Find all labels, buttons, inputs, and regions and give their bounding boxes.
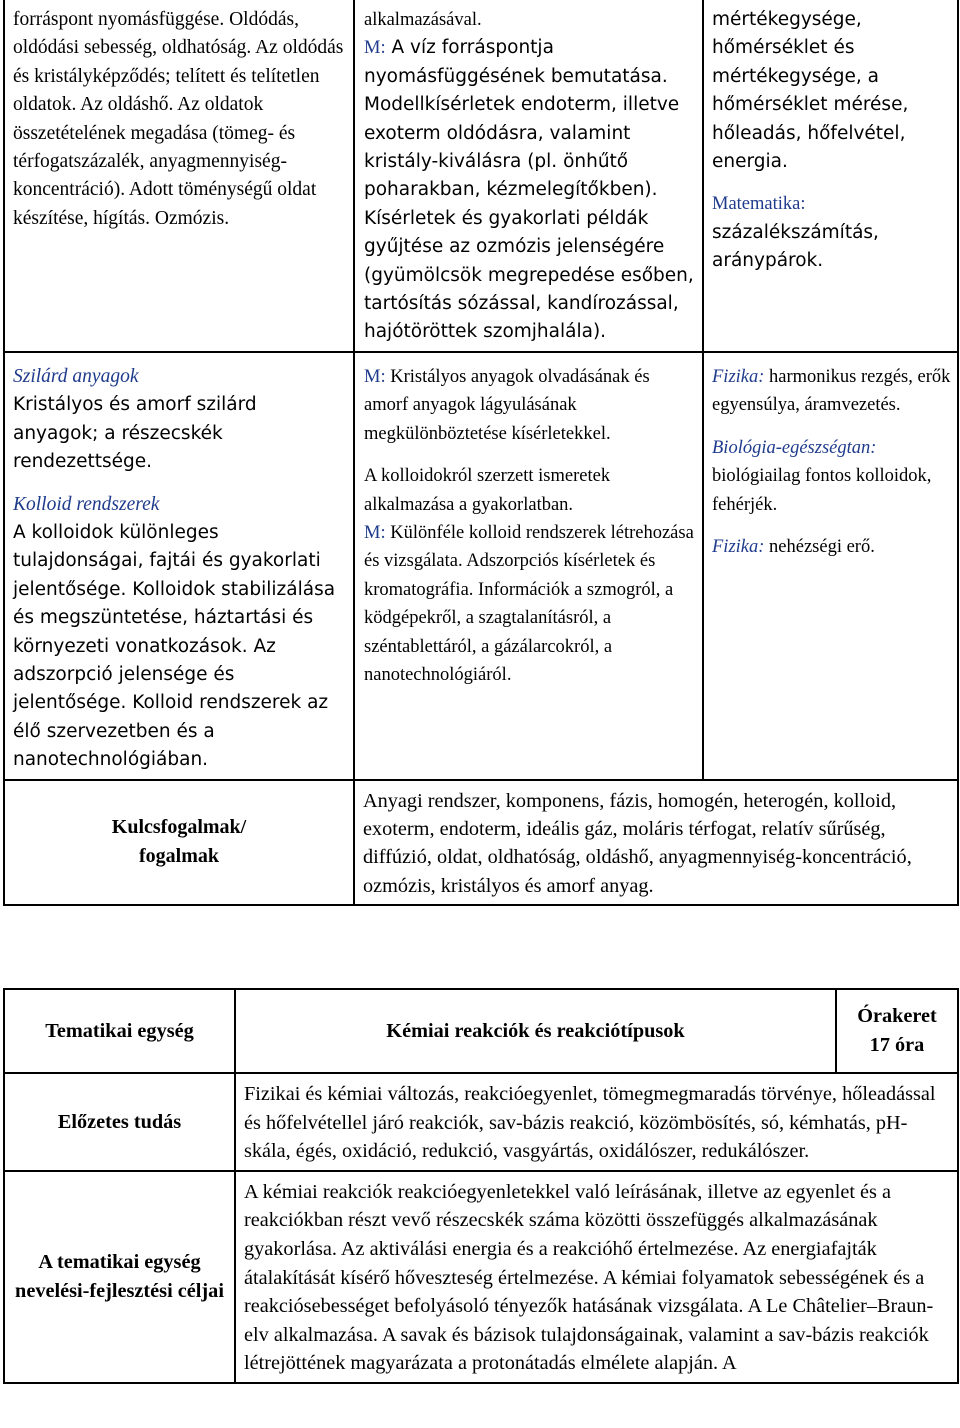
- m-marker: M:: [364, 38, 386, 59]
- colloid-activity-text-2: Különféle kolloid rendszerek létrehozása és vizsgálata. Adszorpciós kísérletek és kromatográfia. Információk a szmogról, a ködgépekről, a szagtalanításról, a széntablettáról, a gázálarcokról, a nanotechnológiáról.: [364, 522, 694, 685]
- activities-text: A víz forráspontja nyomásfüggésének bemutatása. Modellkísérletek endoterm, illetve exoterm oldódásra, valamint kristály-kiválásra (pl. önhűtő poharakban, kézmelegítőkben). Kísérletek és gyakorlati példák gyűjtése az ozmózis jelenségére (gyümölcsök megrepedése esőben, tartósítás sózással, kandírozással, hajótöröttek szomjhalála).: [364, 37, 694, 343]
- physics-connection-2: [712, 533, 951, 561]
- colloid-title: Kolloid rendszerek: [13, 493, 160, 515]
- key-concepts-label-cell: [4, 780, 354, 906]
- key-concepts-label-1: Kulcsfogalmak/: [111, 816, 247, 839]
- thematic-unit-table: [3, 988, 959, 1384]
- content-cell: [4, 352, 354, 780]
- hours-cell: [836, 989, 958, 1073]
- table-row: [4, 989, 958, 1073]
- activities-lead: alkalmazásával.: [364, 10, 482, 30]
- math-label: Matematika:: [712, 194, 806, 215]
- activities-cell: [354, 352, 703, 780]
- biology-text: biológiailag fontos kolloidok, fehérjék.: [712, 466, 932, 515]
- table-row: [4, 1073, 958, 1171]
- prior-knowledge-label-cell: [4, 1073, 235, 1171]
- prior-knowledge-text: Fizikai és kémiai változás, reakcióegyenlet, tömegmegmaradás törvénye, hőleadással és hőfelvétellel járó reakciók, sav-bázis reakció, közömbösítés, só, kémhatás, pH-skála, égés, oxidáció, redukció, vasgyártás, oxidálószer, redukálószer.: [244, 1083, 936, 1163]
- goals-label-cell: [4, 1171, 235, 1383]
- prior-knowledge-label: Előzetes tudás: [57, 1110, 182, 1133]
- solid-activity: [364, 363, 696, 448]
- physics-text: harmonikus rezgés, erők egyensúlya, áramvezetés.: [712, 366, 951, 416]
- goals-text-cell: [235, 1171, 958, 1383]
- prior-knowledge-text-cell: [235, 1073, 958, 1171]
- solid-activity-text: Kristályos anyagok olvadásának és amorf anyagok lágyulásának megkülönböztetése kísérletekkel.: [364, 366, 650, 444]
- unit-title-cell: [235, 989, 836, 1073]
- physics-label: Fizika:: [712, 366, 765, 387]
- solid-text: Kristályos és amorf szilárd anyagok; a részecskék rendezettsége.: [13, 394, 257, 473]
- colloid-activity: [364, 519, 696, 689]
- connections-cell: [703, 0, 958, 352]
- colloid-activity-text: A kolloidokról szerzett ismeretek alkalmazása a gyakorlatban.: [364, 466, 611, 515]
- goals-text: A kémiai reakciók reakcióegyenletekkel való leírásának, illetve az egyenlet és a reakciókban részt vevő részecskék száma közötti összefüggés alkalmazásának gyakorlása. Az aktiválási energia és a reakcióhő értelmezése. Az energiafajták átalakítását kísérő hőveszteség értelmezése. A kémiai folyamatok sebességének és a reakciósebességet befolyásoló tényezők hatásának vizsgálata. A Le Châtelier–Braun-elv alkalmazása. A savak és bázisok tulajdonságainak, valamint a sav-bázis reakciók létrejöttének magyarázata a protonátadás elmélete alapján. A: [244, 1180, 934, 1375]
- unit-label: Tematikai egység: [45, 1019, 194, 1042]
- activities-cell: [354, 0, 703, 352]
- solid-title: Szilárd anyagok: [13, 365, 139, 387]
- physics-connection-text: mértékegysége, hőmérséklet és mértékegysége, a hőmérséklet mérése, hőleadás, hőfelvétel, energia.: [712, 9, 909, 173]
- physics-text-2: nehézségi erő.: [769, 536, 875, 557]
- key-concepts-text: Anyagi rendszer, komponens, fázis, homogén, heterogén, kolloid, exoterm, endoterm, ideális gáz, moláris térfogat, relatív sűrűség, diffúzió, oldat, oldhatóság, oldáshő, anyagmennyiség-koncentráció, ozmózis, kristályos és amorf anyag.: [363, 789, 912, 897]
- key-concepts-label-2: fogalmak: [139, 845, 219, 868]
- colloid-text: A kolloidok különleges tulajdonságai, fajtái és gyakorlati jelentősége. Kolloidok stabilizálása és megszüntetése, háztartási és környezeti vonatkozások. Az adszorpció jelensége és jelentősége. Kolloid rendszerek az élő szervezetben és a nanotechnológiában.: [13, 521, 336, 771]
- table-row: [4, 352, 958, 780]
- math-text: százalékszámítás, aránypárok.: [712, 221, 879, 272]
- biology-label: Biológia-egészségtan:: [712, 437, 877, 458]
- physics-label-2: Fizika:: [712, 536, 765, 557]
- table-row: [4, 0, 958, 352]
- curriculum-content-table: [3, 0, 959, 906]
- content-cell: [4, 0, 354, 352]
- unit-label-cell: [4, 989, 235, 1073]
- solutions-text: forráspont nyomásfüggése. Oldódás, oldódási sebesség, oldhatóság. Az oldódás és kristályképződés; telített és telítetlen oldatok. Az oldáshő. Az oldatok összetételének megadása (tömeg- és térfogatszázalék, anyagmennyiség-koncentráció). Adott töménységű oldat készítése, hígítás. Ozmózis.: [13, 9, 344, 229]
- hours-value: 17 óra: [869, 1034, 925, 1056]
- hours-label: Órakeret: [857, 1005, 937, 1028]
- key-concepts-text-cell: [354, 780, 958, 906]
- goals-label: A tematikai egység nevelési-fejlesztési céljai: [15, 1251, 224, 1302]
- activities-intro: [364, 6, 696, 347]
- connections-cell: [703, 352, 958, 780]
- table-row: [4, 780, 958, 906]
- unit-title: Kémiai reakciók és reakciótípusok: [386, 1019, 685, 1042]
- physics-connection: [712, 363, 951, 420]
- m-marker: M:: [364, 522, 386, 543]
- m-marker: M:: [364, 366, 386, 387]
- table-row: [4, 1171, 958, 1383]
